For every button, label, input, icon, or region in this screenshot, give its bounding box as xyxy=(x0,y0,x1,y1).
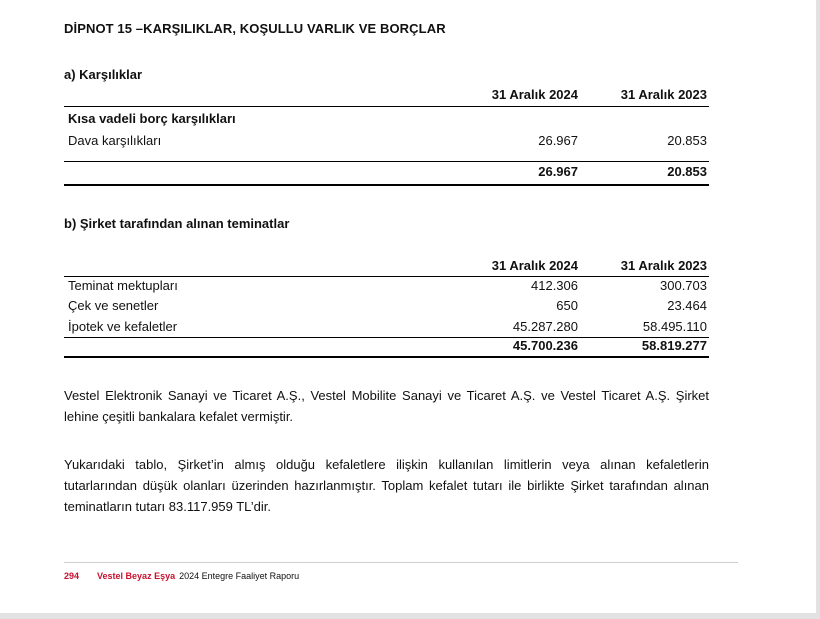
section-a-total-2024: 26.967 xyxy=(538,164,578,179)
section-a-col-2023: 31 Aralık 2023 xyxy=(620,87,707,102)
page-title: DİPNOT 15 –KARŞILIKLAR, KOŞULLU VARLIK VE BORÇLAR xyxy=(64,21,446,36)
paragraph-note: Yukarıdaki tablo, Şirket’in almış olduğu kefaletlere ilişkin kullanılan limitlerin veya alınan kefaletlerin tutarlarından düşük olanları üzerinden hazırlanmıştır. Toplam kefalet tutarı ile birlikte Şirket tarafından alınan teminatların tutarı 83.117.959 TL’dir. xyxy=(64,457,709,514)
section-a-total-rule-top xyxy=(64,161,709,162)
table-cell-2023: 58.495.110 xyxy=(642,319,707,334)
report-name: 2024 Entegre Faaliyet Raporu xyxy=(179,571,300,581)
section-b-title: b) Şirket tarafından alınan teminatlar xyxy=(64,216,290,231)
section-a-col-2024: 31 Aralık 2024 xyxy=(491,87,578,102)
section-b-total-2023: 58.819.277 xyxy=(641,338,707,353)
section-b-col-2023: 31 Aralık 2023 xyxy=(620,258,707,273)
section-a-header-rule xyxy=(64,106,709,107)
table-cell-2023: 20.853 xyxy=(667,133,707,148)
table-row-label: Çek ve senetler xyxy=(68,298,159,313)
footer-rule xyxy=(64,562,738,563)
table-row-label: Teminat mektupları xyxy=(68,278,178,293)
table-cell-2024: 45.287.280 xyxy=(512,319,578,334)
brand-name: Vestel Beyaz Eşya xyxy=(97,571,176,581)
table-row-label: Dava karşılıkları xyxy=(68,133,162,148)
paragraph-guarantee: Vestel Elektronik Sanayi ve Ticaret A.Ş., Vestel Mobilite Sanayi ve Ticaret A.Ş. ve Vestel Ticaret A.Ş. Şirket lehine çeşitli bankalara kefalet vermiştir. xyxy=(64,388,709,424)
table-cell-2024: 412.306 xyxy=(531,278,578,293)
section-a-total-rule-bottom xyxy=(64,184,709,186)
section-b-total-rule-bottom xyxy=(64,356,709,358)
section-b-col-2024: 31 Aralık 2024 xyxy=(491,258,578,273)
section-a-group-label: Kısa vadeli borç karşılıkları xyxy=(68,111,236,126)
table-row-label: İpotek ve kefaletler xyxy=(68,319,178,334)
table-cell-2024: 650 xyxy=(556,298,578,313)
section-a-title: a) Karşılıklar xyxy=(64,67,143,82)
section-b-total-2024: 45.700.236 xyxy=(512,338,578,353)
section-b-total-rule-top xyxy=(64,337,709,338)
section-b-header-rule xyxy=(64,276,709,277)
page-number: 294 xyxy=(64,571,80,581)
footer xyxy=(64,571,299,581)
section-a-total-2023: 20.853 xyxy=(667,164,707,179)
table-cell-2023: 23.464 xyxy=(667,298,707,313)
table-cell-2024: 26.967 xyxy=(538,133,578,148)
table-cell-2023: 300.703 xyxy=(660,278,707,293)
